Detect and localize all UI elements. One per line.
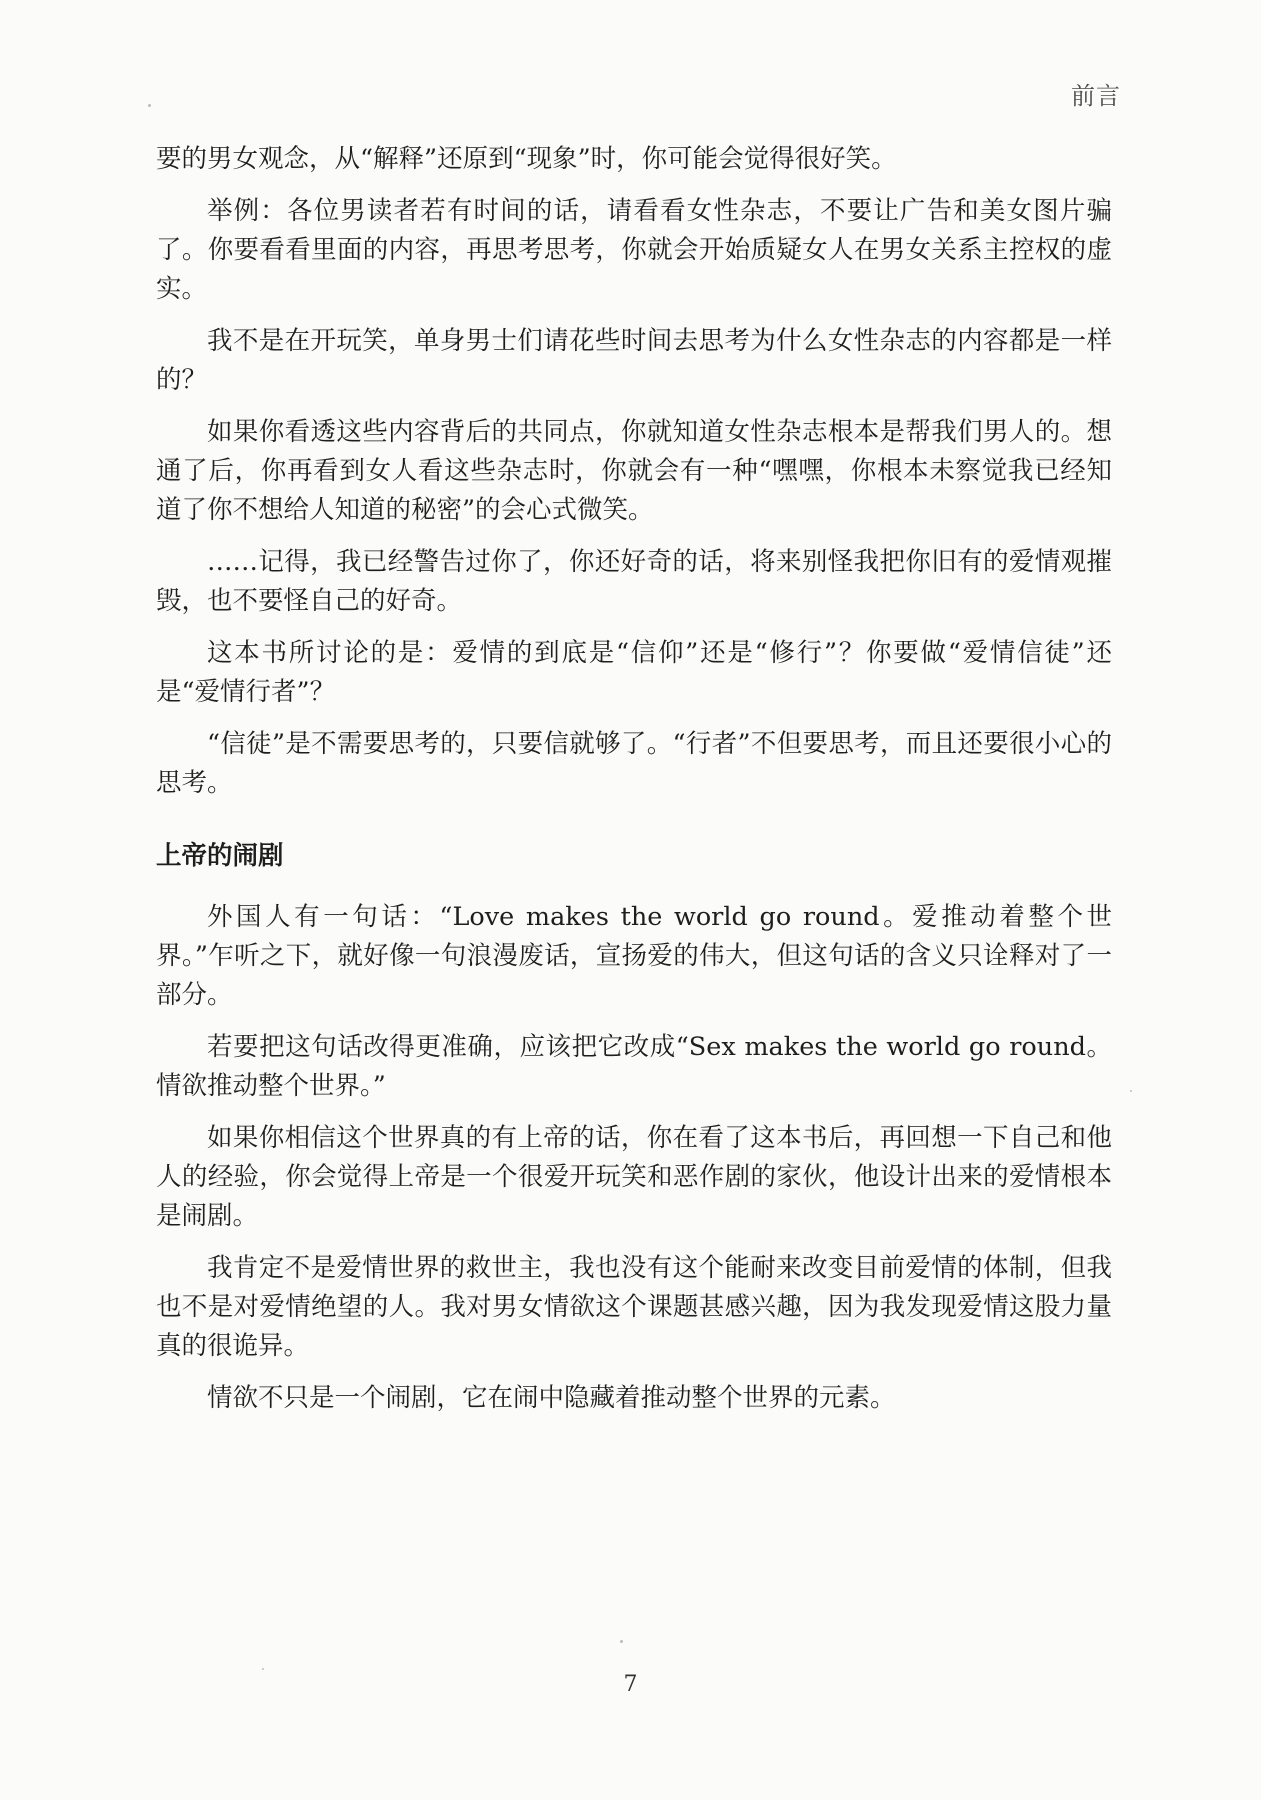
- paragraph-continued: 要的男女观念，从“解释”还原到“现象”时，你可能会觉得很好笑。: [156, 144, 897, 174]
- scan-speck: [620, 1640, 623, 1643]
- body-text: [156, 140, 1112, 1431]
- page-number: 7: [623, 1672, 638, 1697]
- section-heading: 上帝的闹剧: [156, 841, 284, 871]
- paragraph: 我不是在开玩笑，单身男士们请花些时间去思考为什么女性杂志的内容都是一样的？: [156, 326, 1112, 395]
- paragraph: 如果你相信这个世界真的有上帝的话，你在看了这本书后，再回想一下自己和他人的经验，你会觉得上帝是一个很爱开玩笑和恶作剧的家伙，他设计出来的爱情根本是闹剧。: [156, 1123, 1112, 1231]
- scan-speck: [148, 104, 151, 107]
- running-header: 前言: [1071, 82, 1121, 110]
- paragraph: 如果你看透这些内容背后的共同点，你就知道女性杂志根本是帮我们男人的。想通了后，你再看到女人看这些杂志时，你就会有一种“嘿嘿，你根本未察觉我已经知道了你不想给人知道的秘密”的会心式微笑。: [156, 417, 1112, 525]
- paragraph: 若要把这句话改得更准确，应该把它改成“Sex makes the world go round。情欲推动整个世界。”: [156, 1032, 1112, 1101]
- paragraph: 情欲不只是一个闹剧，它在闹中隐藏着推动整个世界的元素。: [207, 1383, 896, 1413]
- paragraph: 举例：各位男读者若有时间的话，请看看女性杂志，不要让广告和美女图片骗了。你要看看里面的内容，再思考思考，你就会开始质疑女人在男女关系主控权的虚实。: [156, 196, 1112, 304]
- paragraph: ……记得，我已经警告过你了，你还好奇的话，将来别怪我把你旧有的爱情观摧毁，也不要怪自己的好奇。: [156, 547, 1112, 616]
- paragraph: “信徒”是不需要思考的，只要信就够了。“行者”不但要思考，而且还要很小心的思考。: [156, 729, 1112, 798]
- scan-speck: [1130, 1090, 1132, 1092]
- paragraph: 外国人有一句话：“Love makes the world go round。爱推动着整个世界。”乍听之下，就好像一句浪漫废话，宣扬爱的伟大，但这句话的含义只诠释对了一部分。: [156, 902, 1112, 1010]
- scan-speck: [262, 1668, 264, 1670]
- paragraph: 我肯定不是爱情世界的救世主，我也没有这个能耐来改变目前爱情的体制，但我也不是对爱情绝望的人。我对男女情欲这个课题甚感兴趣，因为我发现爱情这股力量真的很诡异。: [156, 1253, 1112, 1361]
- paragraph: 这本书所讨论的是：爱情的到底是“信仰”还是“修行”？你要做“爱情信徒”还是“爱情行者”？: [156, 638, 1112, 707]
